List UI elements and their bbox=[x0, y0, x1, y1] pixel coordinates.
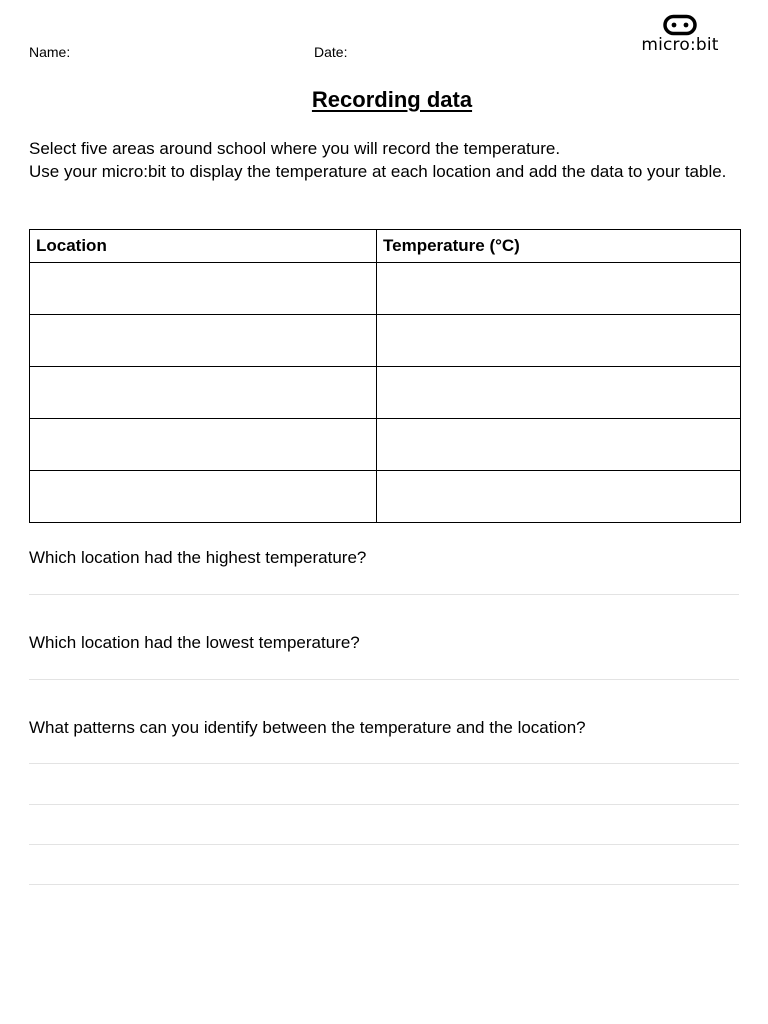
answer-line-patterns-3[interactable] bbox=[29, 844, 739, 845]
instruction-line-1: Select five areas around school where you will record the temperature. bbox=[29, 139, 561, 158]
question-highest: Which location had the highest temperature? bbox=[29, 548, 367, 567]
answer-line-lowest[interactable] bbox=[29, 679, 739, 680]
temperature-cell[interactable] bbox=[377, 315, 741, 367]
name-label: Name: bbox=[29, 44, 71, 60]
temperature-column-header: Temperature (°C) bbox=[377, 230, 741, 263]
table-row bbox=[30, 263, 741, 315]
table-row bbox=[30, 471, 741, 523]
temperature-cell[interactable] bbox=[377, 471, 741, 523]
temperature-table bbox=[29, 229, 741, 523]
table-row bbox=[30, 419, 741, 471]
temperature-cell[interactable] bbox=[377, 263, 741, 315]
location-column-header: Location bbox=[30, 230, 377, 263]
location-cell[interactable] bbox=[30, 263, 377, 315]
question-lowest: Which location had the lowest temperature? bbox=[29, 633, 360, 652]
question-patterns: What patterns can you identify between the temperature and the location? bbox=[29, 718, 586, 737]
temperature-cell[interactable] bbox=[377, 419, 741, 471]
answer-line-highest[interactable] bbox=[29, 594, 739, 595]
instructions bbox=[29, 138, 729, 183]
microbit-face-icon bbox=[662, 14, 698, 36]
logo-wordmark: micro:bit bbox=[641, 35, 719, 55]
location-cell[interactable] bbox=[30, 419, 377, 471]
answer-line-patterns-1[interactable] bbox=[29, 763, 739, 764]
table-row bbox=[30, 367, 741, 419]
page-title: Recording data bbox=[311, 87, 473, 112]
temperature-cell[interactable] bbox=[377, 367, 741, 419]
location-cell[interactable] bbox=[30, 471, 377, 523]
answer-line-patterns-4[interactable] bbox=[29, 884, 739, 885]
table-row bbox=[30, 315, 741, 367]
location-cell[interactable] bbox=[30, 367, 377, 419]
instruction-line-2: Use your micro:bit to display the temperature at each location and add the data to your table. bbox=[29, 161, 727, 181]
location-cell[interactable] bbox=[30, 315, 377, 367]
answer-line-patterns-2[interactable] bbox=[29, 804, 739, 805]
table-header-row bbox=[30, 230, 741, 263]
microbit-logo bbox=[636, 14, 724, 58]
date-label: Date: bbox=[314, 44, 348, 60]
